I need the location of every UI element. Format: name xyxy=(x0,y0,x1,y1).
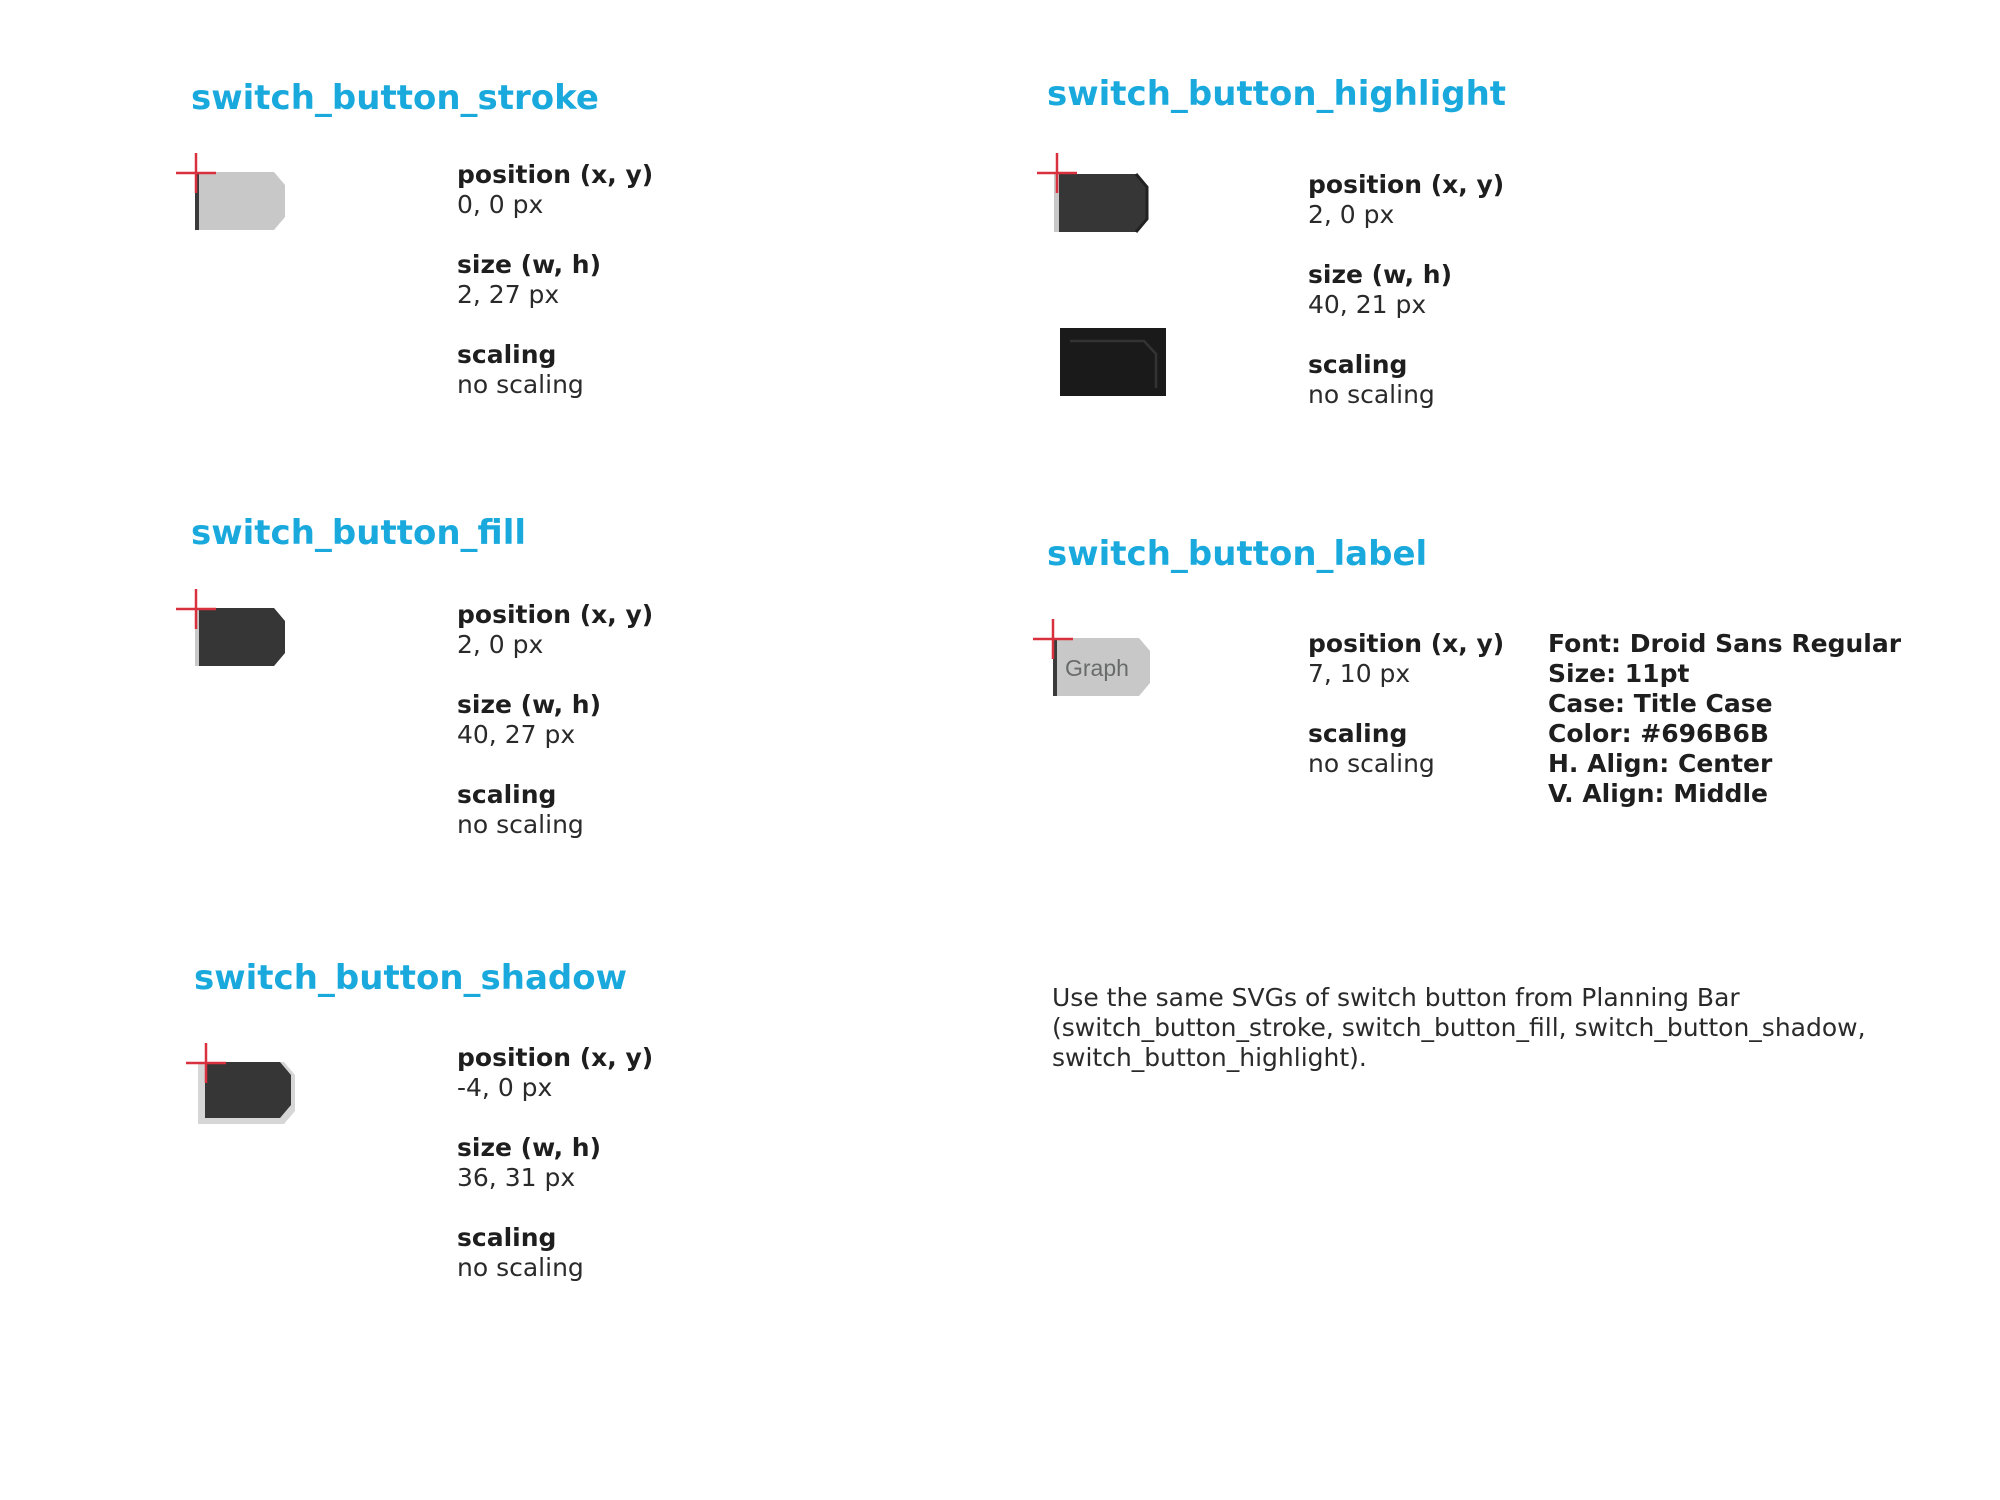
scaling-label: scaling xyxy=(457,780,557,809)
fill-section-title: switch_button_fill xyxy=(191,513,527,553)
label-font-spec xyxy=(1548,629,1901,809)
size-value: 2, 27 px xyxy=(457,280,560,309)
highlight-preview-graphic xyxy=(1032,148,1152,238)
font-spec-case: Case: Title Case xyxy=(1548,689,1773,718)
position-label: position (x, y) xyxy=(457,600,654,629)
note-line: Use the same SVGs of switch button from Planning Bar xyxy=(1052,983,1740,1012)
highlight-section-title: switch_button_highlight xyxy=(1047,74,1507,114)
scaling-value: no scaling xyxy=(457,1253,584,1282)
shadow-properties xyxy=(457,1043,653,1313)
stroke-preview-graphic xyxy=(170,148,290,238)
position-label: position (x, y) xyxy=(1308,629,1505,658)
size-label: size (w, h) xyxy=(457,250,602,279)
position-value: 2, 0 px xyxy=(457,630,544,659)
highlight-properties xyxy=(1308,170,1504,440)
label-section-title: switch_button_label xyxy=(1047,534,1428,574)
scaling-label: scaling xyxy=(457,340,557,369)
scaling-label: scaling xyxy=(457,1223,557,1252)
stroke-section-title: switch_button_stroke xyxy=(191,78,599,118)
label-properties xyxy=(1308,629,1504,809)
shadow-preview-graphic xyxy=(176,1036,306,1136)
position-value: -4, 0 px xyxy=(457,1073,553,1102)
scaling-label: scaling xyxy=(1308,719,1408,748)
size-value: 40, 27 px xyxy=(457,720,576,749)
position-label: position (x, y) xyxy=(457,1043,654,1072)
scaling-value: no scaling xyxy=(1308,380,1435,409)
note-line: switch_button_highlight). xyxy=(1052,1043,1367,1072)
size-value: 40, 21 px xyxy=(1308,290,1427,319)
scaling-value: no scaling xyxy=(457,370,584,399)
size-label: size (w, h) xyxy=(457,1133,602,1162)
scaling-value: no scaling xyxy=(1308,749,1435,778)
font-spec-font: Font: Droid Sans Regular xyxy=(1548,629,1902,658)
position-label: position (x, y) xyxy=(457,160,654,189)
position-value: 7, 10 px xyxy=(1308,659,1411,688)
shadow-section-title: switch_button_shadow xyxy=(194,958,628,998)
position-label: position (x, y) xyxy=(1308,170,1505,199)
note-line: (switch_button_stroke, switch_button_fill, switch_button_shadow, xyxy=(1052,1013,1866,1042)
size-label: size (w, h) xyxy=(1308,260,1453,289)
svg-reuse-note xyxy=(1052,983,1866,1073)
fill-properties xyxy=(457,600,653,870)
size-label: size (w, h) xyxy=(457,690,602,719)
label-preview-graphic xyxy=(1025,612,1155,712)
font-spec-size: Size: 11pt xyxy=(1548,659,1690,688)
label-sample-text: Graph xyxy=(1065,655,1129,681)
fill-preview-graphic xyxy=(170,584,290,674)
scaling-value: no scaling xyxy=(457,810,584,839)
position-value: 2, 0 px xyxy=(1308,200,1395,229)
font-spec-v-align: V. Align: Middle xyxy=(1548,779,1768,808)
position-value: 0, 0 px xyxy=(457,190,544,219)
size-value: 36, 31 px xyxy=(457,1163,576,1192)
font-spec-h-align: H. Align: Center xyxy=(1548,749,1773,778)
stroke-properties xyxy=(457,160,653,430)
font-spec-color: Color: #696B6B xyxy=(1548,719,1769,748)
highlight-detail-graphic xyxy=(1060,328,1166,396)
scaling-label: scaling xyxy=(1308,350,1408,379)
